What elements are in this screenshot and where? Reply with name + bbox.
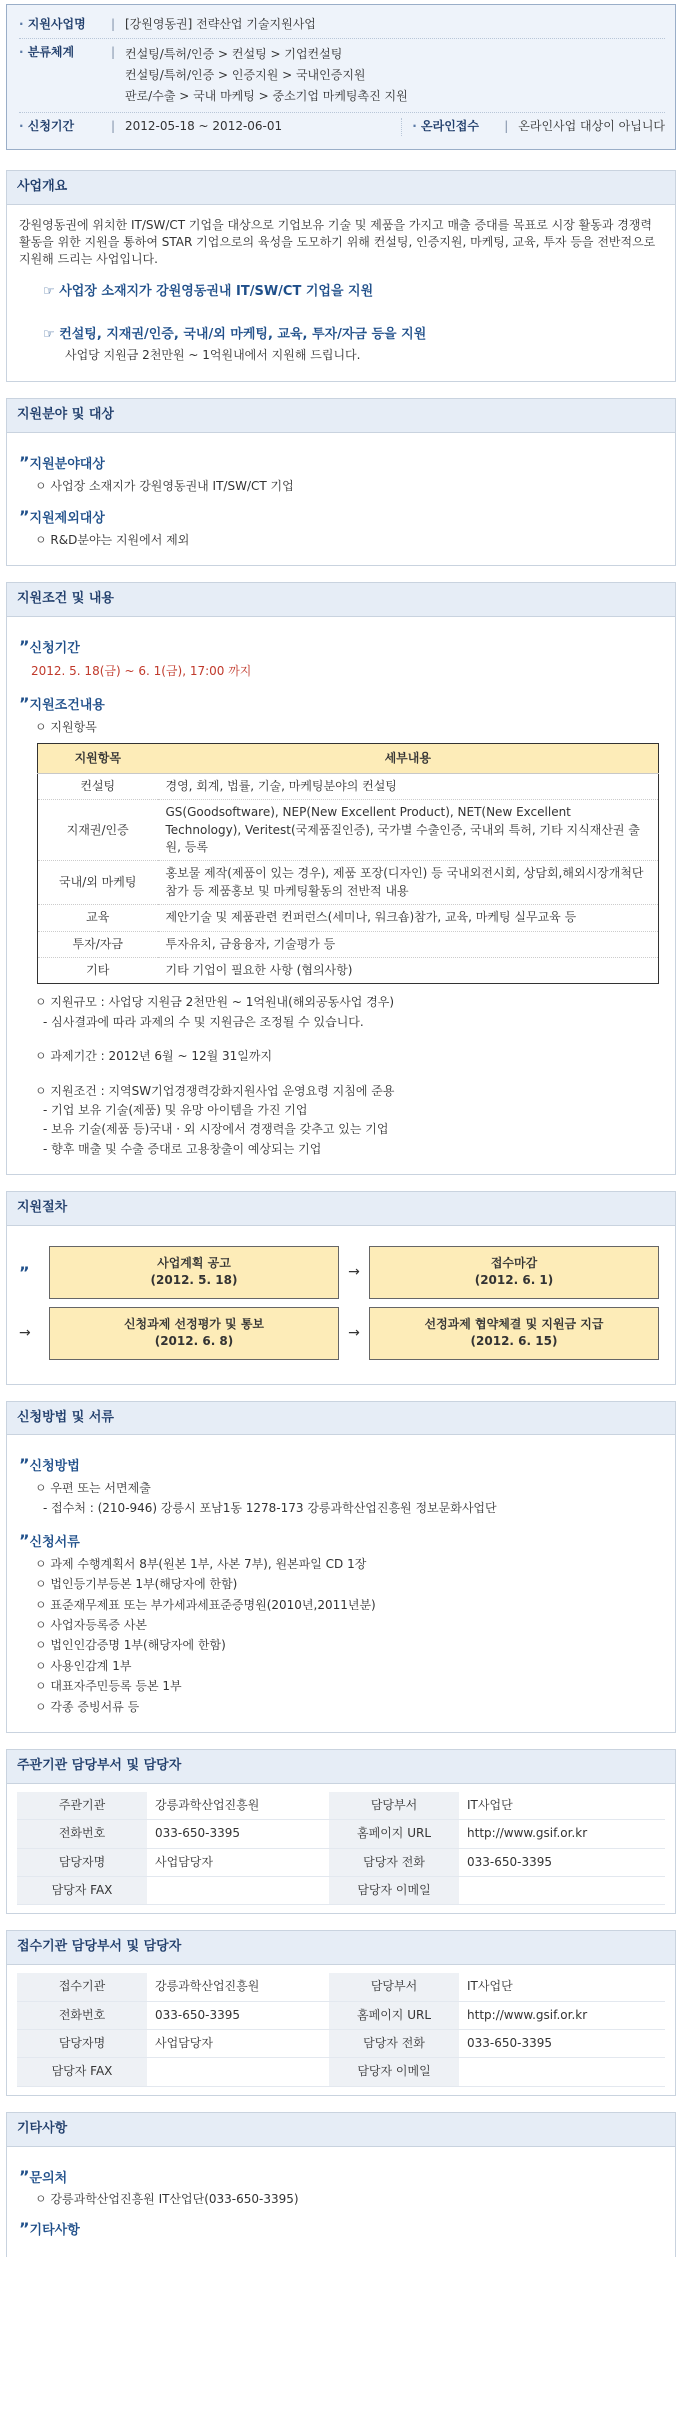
list-item: ㅇ 법인등기부등본 1부(해당자에 한함) (19, 1576, 663, 1593)
overview-point: ☞ 컨설팅, 지재권/인증, 국내/외 마케팅, 교육, 투자/자금 등을 지원 (19, 326, 663, 345)
section-title: 접수기관 담당부서 및 담당자 (7, 1931, 675, 1965)
step-label: 사업계획 공고 (157, 1255, 231, 1270)
section-title: 사업개요 (7, 171, 675, 205)
program-info-box (6, 4, 676, 150)
table-cell: 033-650-3395 (459, 1848, 665, 1876)
list-item: ㅇ 지원조건 : 지역SW기업경쟁력강화지원사업 운영요령 지침에 준용 (19, 1083, 663, 1100)
program-name-label: · 지원사업명 (19, 16, 111, 33)
section-title: 지원분야 및 대상 (7, 399, 675, 433)
conditions-section (6, 582, 676, 1175)
table-cell: 담당자 전화 (329, 1848, 459, 1876)
process-section (6, 1191, 676, 1384)
table-row (17, 2030, 665, 2058)
table-row (17, 1877, 665, 1905)
step-label: 접수마감 (490, 1255, 538, 1270)
table-row (17, 1848, 665, 1876)
table-cell (147, 2058, 329, 2086)
table-cell: 강릉과학산업진흥원 (147, 1973, 329, 2001)
table-row (38, 931, 659, 957)
table-row (17, 1820, 665, 1848)
list-item: ㅇ R&D분야는 지원에서 제외 (19, 532, 663, 549)
section-title: 지원절차 (7, 1192, 675, 1226)
table-cell: 홍보물 제작(제품이 있는 경우), 제품 포장(디자인) 등 국내외전시회, 상담회,해외시장개척단 참가 등 제품홍보 및 마케팅활동의 전반적 내용 (158, 861, 659, 905)
list-item: ㅇ 사업장 소재지가 강원영동권내 IT/SW/CT 기업 (19, 478, 663, 495)
list-item: ㅇ 과제기간 : 2012년 6월 ~ 12월 31일까지 (19, 1048, 663, 1065)
step-date: (2012. 5. 18) (150, 1273, 238, 1288)
list-item: ㅇ 과제 수행계획서 8부(원본 1부, 사본 7부), 원본파일 CD 1장 (19, 1556, 663, 1573)
list-note: - 보유 기술(제품 등)국내 · 외 시장에서 경쟁력을 갖추고 있는 기업 (19, 1121, 663, 1138)
arrow-right-icon: → (348, 1264, 360, 1281)
program-name-row: · 지원사업명 | [강원영동권] 전략산업 기술지원사업 (19, 11, 665, 39)
table-row (17, 1973, 665, 2001)
table-cell (147, 1877, 329, 1905)
quote-mark-icon: ” (19, 1262, 30, 1282)
table-cell: 제안기술 및 제품관련 컨퍼런스(세미나, 워크숍)참가, 교육, 마케팅 실무교육 등 (158, 905, 659, 931)
list-note: - 향후 매출 및 수출 증대로 고용창출이 예상되는 기업 (19, 1141, 663, 1158)
table-row (38, 958, 659, 984)
sub-heading: ” 신청방법 (19, 1453, 663, 1477)
table-cell: 전화번호 (17, 2001, 147, 2029)
table-cell: GS(Goodsoftware), NEP(New Excellent Product), NET(New Excellent Technology), Veritest(국제품질인증), 국가별 수출인증, 국내외 특허, 기타 지식재산권 출원, 등록 (158, 800, 659, 861)
homepage-link[interactable]: http://www.gsif.or.kr (459, 2001, 665, 2029)
sub-heading: ” 지원조건내용 (19, 692, 663, 716)
table-row (17, 2058, 665, 2086)
list-item: ㅇ 사용인감계 1부 (19, 1658, 663, 1675)
host-contact-section (6, 1749, 676, 1914)
table-cell: 담당자 이메일 (329, 2058, 459, 2086)
table-row (38, 773, 659, 799)
table-cell: 담당자 FAX (17, 2058, 147, 2086)
process-step (369, 1246, 659, 1299)
contact-table (17, 1792, 665, 1906)
process-row (19, 1246, 663, 1299)
list-item: ㅇ 강릉과학산업진흥원 IT산업단(033-650-3395) (19, 2191, 663, 2208)
table-cell: IT사업단 (459, 1792, 665, 1820)
table-cell: 기타 (38, 958, 158, 984)
sub-heading: ” 지원분야대상 (19, 451, 663, 475)
sub-heading: ” 문의처 (19, 2165, 663, 2189)
classification-values (125, 44, 665, 107)
overview-point: ☞ 사업장 소재지가 강원영동권내 IT/SW/CT 기업을 지원 (19, 283, 663, 302)
table-header: 지원항목 (38, 743, 158, 773)
list-item: ㅇ 대표자주민등록 등본 1부 (19, 1678, 663, 1695)
online-value: 온라인사업 대상이 아닙니다 (518, 119, 665, 134)
table-cell: 033-650-3395 (147, 2001, 329, 2029)
table-cell: 홈페이지 URL (329, 1820, 459, 1848)
list-note: - 심사결과에 따라 과제의 수 및 지원금은 조정될 수 있습니다. (19, 1014, 663, 1031)
list-note: - 기업 보유 기술(제품) 및 유망 아이템을 가진 기업 (19, 1102, 663, 1119)
support-items-table (37, 743, 659, 985)
step-label: 신청과제 선정평가 및 통보 (123, 1316, 265, 1331)
overview-text: 강원영동권에 위치한 IT/SW/CT 기업을 대상으로 기업보유 기술 및 제품을 가지고 매출 증대를 목표로 시장 활동과 경쟁력 활동을 위한 지원을 통하여 STAR 기업으로의 육성을 도모하기 위해 컨설팅, 인증지원, 마케팅, 교육, 투자 등을 전반적으로 지원해 드리는 사업입니다. (19, 217, 656, 267)
table-cell: 투자/자금 (38, 931, 158, 957)
table-row (38, 905, 659, 931)
section-title: 지원조건 및 내용 (7, 583, 675, 617)
period-value: 2012-05-18 ~ 2012-06-01 (125, 119, 283, 134)
classification-line: 판로/수출 > 국내 마케팅 > 중소기업 마케팅촉진 지원 (125, 89, 408, 104)
period-row: · 신청기간 | 2012-05-18 ~ 2012-06-01 · 온라인접수 | 온라인사업 대상이 아닙니다 (19, 113, 665, 140)
table-cell: 담당자 FAX (17, 1877, 147, 1905)
table-cell (459, 2058, 665, 2086)
process-step (49, 1307, 339, 1360)
overview-section (6, 170, 676, 382)
process-row (19, 1307, 663, 1360)
table-cell: 지재권/인증 (38, 800, 158, 861)
reception-contact-section (6, 1930, 676, 2095)
list-note: - 접수처 : (210-946) 강릉시 포남1동 1278-173 강릉과학산업진흥원 정보문화사업단 (19, 1500, 663, 1517)
classification-row: · 분류체계 | 컨설팅/특허/인증 > 컨설팅 > 기업컨설팅 컨설팅/특허/인증 > 인증지원 > 국내인증지원 판로/수출 > 국내 마케팅 > 중소기업 마케팅촉진 지원 (19, 39, 665, 113)
etc-section (6, 2112, 676, 2257)
table-cell: 교육 (38, 905, 158, 931)
list-item: ㅇ 사업자등록증 사본 (19, 1617, 663, 1634)
homepage-link[interactable]: http://www.gsif.or.kr (459, 1820, 665, 1848)
table-cell: 경영, 회계, 법률, 기술, 마케팅분야의 컨설팅 (158, 773, 659, 799)
table-cell: IT사업단 (459, 1973, 665, 2001)
sub-heading: ” 지원제외대상 (19, 505, 663, 529)
section-title: 기타사항 (7, 2113, 675, 2147)
step-date: (2012. 6. 15) (470, 1334, 558, 1349)
program-name-value: [강원영동권] 전략산업 기술지원사업 (125, 17, 316, 31)
list-item: ㅇ 표준재무제표 또는 부가세과세표준증명원(2010년,2011년분) (19, 1597, 663, 1614)
contact-table (17, 1973, 665, 2087)
table-cell: 사업담당자 (147, 1848, 329, 1876)
table-cell: 033-650-3395 (459, 2030, 665, 2058)
table-cell: 담당부서 (329, 1792, 459, 1820)
sub-heading: ” 신청기간 (19, 635, 663, 659)
table-cell: 033-650-3395 (147, 1820, 329, 1848)
process-step (369, 1307, 659, 1360)
classification-line: 컨설팅/특허/인증 > 컨설팅 > 기업컨설팅 (125, 47, 343, 62)
table-cell: 담당자명 (17, 2030, 147, 2058)
table-cell: 담당자 이메일 (329, 1877, 459, 1905)
table-cell: 투자유치, 금융융자, 기술평가 등 (158, 931, 659, 957)
application-period: 2012. 5. 18(금) ~ 6. 1(금), 17:00 까지 (31, 663, 252, 678)
section-title: 주관기관 담당부서 및 담당자 (7, 1750, 675, 1784)
table-cell: 주관기관 (17, 1792, 147, 1820)
table-cell: 홈페이지 URL (329, 2001, 459, 2029)
classification-label: · 분류체계 (19, 44, 111, 107)
table-row (38, 800, 659, 861)
classification-line: 컨설팅/특허/인증 > 인증지원 > 국내인증지원 (125, 68, 366, 83)
table-row (17, 2001, 665, 2029)
table-cell: 담당자명 (17, 1848, 147, 1876)
list-item: ㅇ 지원규모 : 사업당 지원금 2천만원 ~ 1억원내(해외공동사업 경우) (19, 994, 663, 1011)
list-item: ㅇ 지원항목 (19, 719, 663, 736)
list-item: ㅇ 법인인감증명 1부(해당자에 한함) (19, 1637, 663, 1654)
period-label: · 신청기간 (19, 118, 111, 135)
target-section (6, 398, 676, 566)
list-item: ㅇ 각종 증빙서류 등 (19, 1699, 663, 1716)
sub-heading: ” 신청서류 (19, 1529, 663, 1553)
table-header-row (38, 743, 659, 773)
online-label: · 온라인접수 (412, 118, 504, 135)
arrow-right-icon: → (348, 1325, 360, 1341)
table-row (38, 861, 659, 905)
overview-note: 사업당 지원금 2천만원 ~ 1억원내에서 지원해 드립니다. (65, 348, 361, 363)
table-cell: 국내/외 마케팅 (38, 861, 158, 905)
table-cell: 접수기관 (17, 1973, 147, 2001)
table-cell: 컨설팅 (38, 773, 158, 799)
process-step (49, 1246, 339, 1299)
step-date: (2012. 6. 1) (474, 1273, 554, 1288)
arrow-right-icon: → (19, 1325, 31, 1341)
table-cell: 담당자 전화 (329, 2030, 459, 2058)
list-item: ㅇ 우편 또는 서면제출 (19, 1480, 663, 1497)
table-cell: 사업담당자 (147, 2030, 329, 2058)
step-date: (2012. 6. 8) (154, 1334, 234, 1349)
sub-heading: ” 기타사항 (19, 2217, 663, 2241)
table-cell: 전화번호 (17, 1820, 147, 1848)
section-title: 신청방법 및 서류 (7, 1402, 675, 1436)
table-cell: 기타 기업이 필요한 사항 (협의사항) (158, 958, 659, 984)
table-row (17, 1792, 665, 1820)
apply-section (6, 1401, 676, 1733)
table-header: 세부내용 (158, 743, 659, 773)
table-cell: 담당부서 (329, 1973, 459, 2001)
table-cell: 강릉과학산업진흥원 (147, 1792, 329, 1820)
step-label: 선정과제 협약체결 및 지원금 지급 (424, 1316, 604, 1331)
table-cell (459, 1877, 665, 1905)
